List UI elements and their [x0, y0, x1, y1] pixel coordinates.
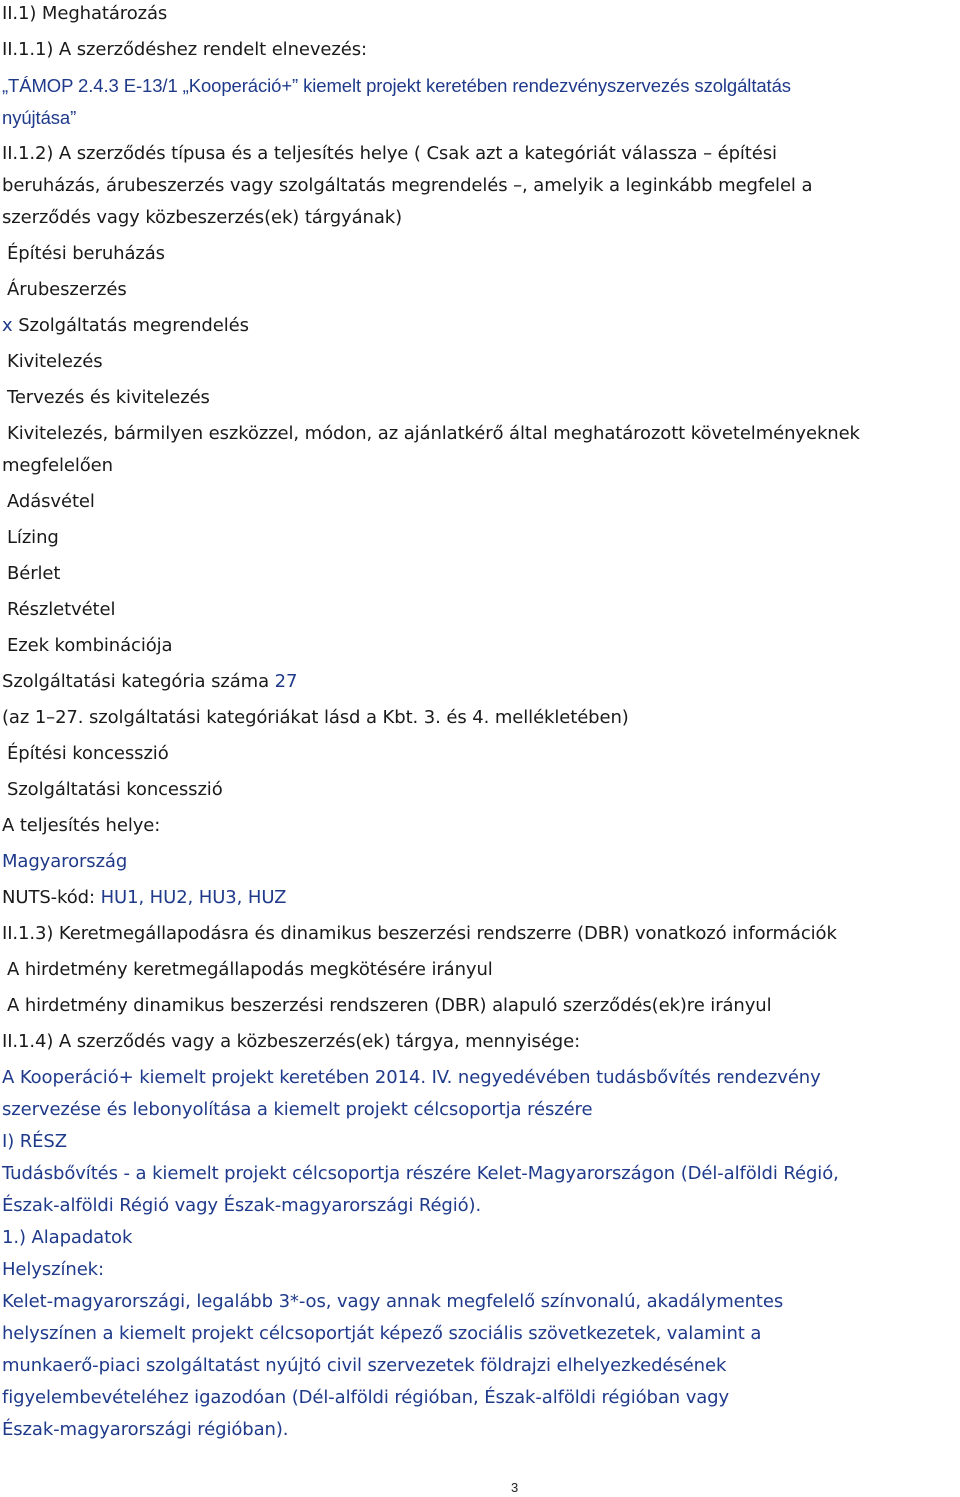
- subject-heading: II.1.4) A szerződés vagy a közbeszerzés(ek) tárgya, mennyisége:: [2, 1031, 581, 1052]
- service-category-label: Szolgáltatási kategória száma: [2, 671, 270, 692]
- service-category-note: (az 1–27. szolgáltatási kategóriákat lásd a Kbt. 3. és 4. mellékletében): [2, 707, 629, 728]
- page-number: 3: [511, 1480, 519, 1495]
- option-szolgaltatasi-koncesszio: Szolgáltatási koncesszió: [7, 779, 223, 800]
- contract-type-label-line-2: beruházás, árubeszerzés vagy szolgáltatás megrendelés –, amelyik a leginkább megfelel a: [2, 175, 813, 196]
- place-label: A teljesítés helye:: [2, 815, 161, 836]
- nuts-value: HU1, HU2, HU3, HUZ: [100, 887, 287, 908]
- option-arubeszerzes: Árubeszerzés: [7, 279, 127, 300]
- option-kombinacio: Ezek kombinációja: [7, 635, 173, 656]
- option-berlet: Bérlet: [7, 563, 61, 584]
- contract-name-value-line-1: „TÁMOP 2.4.3 E-13/1 „Kooperáció+” kiemelt projekt keretében rendezvényszervezés szolgáltatás: [2, 75, 791, 96]
- framework-option-2: A hirdetmény dinamikus beszerzési rendszeren (DBR) alapuló szerződés(ek)re irányul: [7, 995, 772, 1016]
- venues-line-1: Kelet-magyarországi, legalább 3*-os, vagy annak megfelelő színvonalú, akadálymentes: [2, 1291, 784, 1312]
- contract-type-label-line-1: II.1.2) A szerződés típusa és a teljesítés helye ( Csak azt a kategóriát válassza – építési: [2, 143, 777, 164]
- service-category: [2, 671, 297, 693]
- contract-name-value-line-2: nyújtása”: [2, 107, 77, 128]
- option-reszletvetel: Részletvétel: [7, 599, 116, 620]
- contract-name-label: II.1.1) A szerződéshez rendelt elnevezés:: [2, 39, 367, 60]
- option-kivitelezes: Kivitelezés: [7, 351, 103, 372]
- framework-option-1: A hirdetmény keretmegállapodás megkötésére irányul: [7, 959, 493, 980]
- service-category-value: 27: [274, 671, 298, 692]
- part-desc-line-1: Tudásbővítés - a kiemelt projekt célcsoportja részére Kelet-Magyarországon (Dél-alföldi Régió,: [2, 1163, 839, 1184]
- option-kivitelezes-barmilyen-line-1: Kivitelezés, bármilyen eszközzel, módon, az ajánlatkérő által meghatározott követelményeknek: [7, 423, 860, 444]
- nuts-label: NUTS-kód:: [2, 887, 95, 908]
- subject-desc-line-2: szervezése és lebonyolítása a kiemelt projekt célcsoportja részére: [2, 1099, 593, 1120]
- option-adasvetel: Adásvétel: [7, 491, 95, 512]
- venues-line-3: munkaerő-piaci szolgáltatást nyújtó civil szervezetek földrajzi elhelyezkedésének: [2, 1355, 727, 1376]
- option-tervezes: Tervezés és kivitelezés: [7, 387, 210, 408]
- selected-mark: x: [2, 315, 13, 336]
- venues-line-4: figyelembevételéhez igazodóan (Dél-alföldi régióban, Észak-alföldi régióban vagy: [2, 1387, 730, 1408]
- option-szolgaltatas-label: Szolgáltatás megrendelés: [18, 315, 249, 336]
- option-lizing: Lízing: [7, 527, 59, 548]
- option-szolgaltatas-selected: [2, 315, 249, 337]
- subject-desc-line-1: A Kooperáció+ kiemelt projekt keretében 2014. IV. negyedévében tudásbővítés rendezvény: [2, 1067, 821, 1088]
- basics-heading: 1.) Alapadatok: [2, 1227, 133, 1248]
- framework-heading: II.1.3) Keretmegállapodásra és dinamikus beszerzési rendszerre (DBR) vonatkozó információk: [2, 923, 837, 944]
- place-value: Magyarország: [2, 851, 128, 872]
- section-heading: II.1) Meghatározás: [2, 3, 168, 24]
- part-desc-line-2: Észak-alföldi Régió vagy Észak-magyarországi Régió).: [2, 1195, 482, 1216]
- venues-line-2: helyszínen a kiemelt projekt célcsoportját képező szociális szövetkezetek, valamint a: [2, 1323, 762, 1344]
- venues-line-5: Észak-magyarországi régióban).: [2, 1419, 289, 1440]
- contract-type-label-line-3: szerződés vagy közbeszerzés(ek) tárgyának): [2, 207, 403, 228]
- part-heading: I) RÉSZ: [2, 1131, 67, 1152]
- option-epitesi-beruhazas: Építési beruházás: [7, 243, 165, 264]
- option-kivitelezes-barmilyen-line-2: megfelelően: [2, 455, 113, 476]
- venues-label: Helyszínek:: [2, 1259, 104, 1280]
- option-epitesi-koncesszio: Építési koncesszió: [7, 743, 169, 764]
- nuts-code: [2, 887, 286, 909]
